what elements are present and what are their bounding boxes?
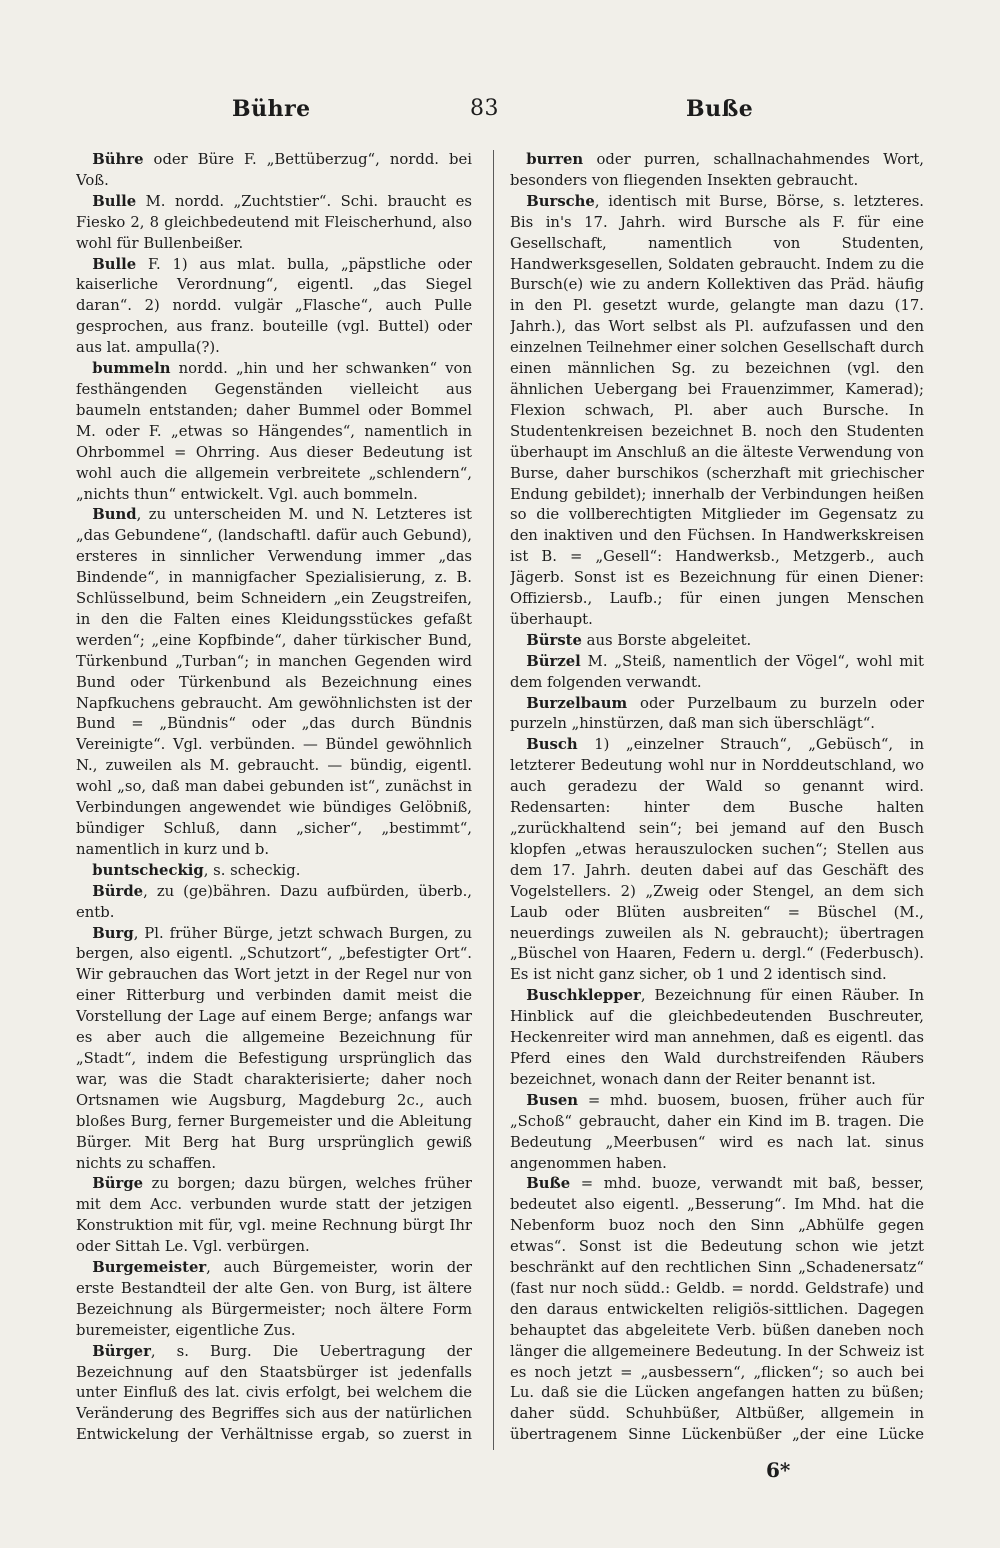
- right-column: [510, 150, 924, 1446]
- entry: [510, 150, 924, 192]
- entry: [510, 631, 924, 652]
- entry-term: Burg: [92, 924, 134, 942]
- entry: [76, 150, 472, 192]
- entry: [510, 735, 924, 986]
- entry-text: oder Purzelbaum zu burzeln oder purzeln „hinstürzen, daß man sich überschlägt“.: [510, 694, 924, 733]
- entry-term: buntscheckig: [92, 861, 204, 879]
- entry-term: Bund: [92, 506, 137, 524]
- entry-term: Bürge: [92, 1175, 144, 1193]
- entry-text: , Pl. früher Bürge, jetzt schwach Burgen, zu bergen, also eigentl. „Schutzort“, „befestigter Ort“. Wir gebrauchen das Wort jetzt in der Regel nur von einer Ritterburg und verbinden damit meist die Vorstellung der Lage auf einem Berge; anfangs war es aber auch die allgemeine Bezeichnung für „Stadt“, indem die Befestigung ursprünglich das war, was die Stadt charakterisierte; daher noch Ortsnamen wie Augsburg, Magdeburg 2c., auch bloßes Burg, ferner Burgemeister und die Ableitung Bürger. Mit Berg hat Burg ursprünglich gewiß nichts zu schaffen.: [76, 924, 472, 1172]
- entry-term: Busch: [526, 736, 578, 754]
- entry-term: Buße: [526, 1175, 571, 1193]
- entry-term: bummeln: [92, 360, 171, 378]
- entry-term: Bürger: [92, 1342, 151, 1360]
- entry: [76, 255, 472, 360]
- entry-text: oder purren, schallnachahmendes Wort, besonders von fliegenden Insekten gebraucht.: [510, 151, 924, 189]
- entry: [510, 986, 924, 1091]
- entry-text: , s. Burg. Die Uebertragung der Bezeichnung auf den Staatsbürger ist jedenfalls unter Einfluß des lat. civis erfolgt, bei welchem die Veränderung des Begriffes sich aus der natürlichen Entwickelung der Verhältnisse ergab, so zuerst in: [76, 1342, 472, 1444]
- entry-text: , auch Bürgemeister, worin der erste Bestandteil der alte Gen. von Burg, ist ältere Bezeichnung als Bürgermeister; noch ältere Form buremeister, eigentliche Zus.: [76, 1259, 472, 1339]
- entry-text: , zu unterscheiden M. und N. Letzteres ist „das Gebundene“, (landschaftl. dafür auch Gebund), ersteres in sinnlicher Verwendung immer „das Bindende“, in mannigfacher Spezialisierung, z. B. Schlüsselbund, beim Schneidern „ein Zeugstreifen, in den die Falten eines Kleidungsstückes gefaßt werden“; „eine Kopfbinde“, daher türkischer Bund, Türkenbund „Turban“; in manchen Gegenden wird Bund oder Türkenbund als Bezeichnung eines Napfkuchens gebraucht. Am gewöhnlichsten ist der Bund = „Bündnis“ oder „das durch Bündnis Vereinigte“. Vgl. verbünden. — Bündel gewöhnlich N., zuweilen als M. gebraucht. — bündig, eigentl. wohl „so, daß man dabei gebunden ist“, zunächst in Verbindungen angewendet wie bündiges Gelöbniß, bündiger Schluß, dann „sicher“, „bestimmt“, namentlich in kurz und b.: [76, 506, 472, 858]
- left-column: [76, 150, 472, 1446]
- entry: [76, 1258, 472, 1342]
- entry-text: aus Borste abgeleitet.: [586, 631, 752, 649]
- entry-term: Bulle: [92, 255, 137, 273]
- entry: [76, 861, 472, 882]
- entry-text: = mhd. buoze, verwandt mit baß, besser, bedeutet also eigentl. „Besserung“. Im Mhd. hat die Nebenform buoz noch den Sinn „Abhülfe gegen etwas“. Sonst ist die Bedeutung schon wie jetzt beschränkt auf den rechtlichen Sinn „Schadenersatz“ (fast nur noch südd.: Geldb. = nordd. Geldstrafe) und den daraus entwickelten religiös-sittlichen. Dagegen behauptet das abgeleitete Verb. büßen daneben noch länger die allgemeinere Bedeutung. In der Schweiz ist es noch jetzt = „ausbessern“, „flicken“; so auch bei Lu. daß sie die Lücken angefangen hatten zu büßen; daher südd. Schuhbüßer, Altbüßer, allgemein in übertragenem Sinne Lückenbüßer „der eine Lücke: [510, 1175, 924, 1444]
- entry-text: , identisch mit Burse, Börse, s. letzteres. Bis in's 17. Jahrh. wird Bursche als F. für eine Gesellschaft, namentlich von Studenten, Handwerksgesellen, Soldaten gebraucht. Indem zu die Bursch(e) wie zu andern Kollektiven das Präd. häufig in den Pl. gesetzt wurde, gelangte man dazu (17. Jahrh.), das Wort selbst als Pl. aufzufassen und den einzelnen Teilnehmer einer solchen Gesellschaft durch einen männlichen Sg. zu bezeichnen (vgl. den ähnlichen Uebergang bei Frauenzimmer, Kamerad); Flexion schwach, Pl. aber auch Bursche. In Studentenkreisen bezeichnet B. noch den Studenten überhaupt im Anschluß an die älteste Verwendung von Burse, daher burschikos (scherzhaft mit griechischer Endung gebildet); innerhalb der Verbindungen heißen so die vollberechtigten Mitglieder im Gegensatz zu den inaktiven und den Füchsen. In Handwerkskreisen ist B. = „Gesell“: Handwerksb., Metzgerb., auch Jägerb. Sonst ist es Bezeichnung für einen Diener: Offiziersb., Laufb.; für einen jungen Menschen überhaupt.: [510, 192, 924, 628]
- running-head-left: Bühre: [232, 96, 311, 122]
- column-divider: [493, 150, 494, 1450]
- entry-term: burren: [526, 151, 584, 168]
- entry-term: Bulle: [92, 192, 137, 210]
- entry-term: Bürde: [92, 882, 144, 900]
- running-head-right: Buße: [686, 96, 754, 122]
- entry-term: Burzelbaum: [526, 694, 628, 712]
- entry: [510, 1174, 924, 1446]
- entry: [76, 1342, 472, 1446]
- signature-mark: 6*: [766, 1458, 791, 1482]
- entry-text: 1) „einzelner Strauch“, „Gebüsch“, in letzterer Bedeutung wohl nur in Norddeutschland, wo auch geradezu der Wald so genannt wird. Redensarten: hinter dem Busche halten „zurückhaltend sein“; bei jemand auf den Busch klopfen „etwas herauszulocken suchen“; Stellen aus dem 17. Jahrh. deuten dabei auf das Geschäft des Vogelstellers. 2) „Zweig oder Stengel, an dem sich Laub oder Blüten ausbreiten“ = Büschel (M., neuerdings zuweilen als N. gebraucht); übertragen „Büschel von Haaren, Federn u. dergl.“ (Federbusch). Es ist nicht ganz sicher, ob 1 und 2 identisch sind.: [510, 736, 924, 984]
- entry: [76, 882, 472, 924]
- entry: [76, 359, 472, 505]
- entry: [510, 652, 924, 694]
- entry-term: Burgemeister: [92, 1259, 207, 1277]
- entry-term: Bürste: [526, 631, 582, 649]
- entry: [510, 694, 924, 736]
- entry: [76, 192, 472, 255]
- entry: [76, 505, 472, 860]
- entry: [510, 1091, 924, 1175]
- entry-text: zu borgen; dazu bürgen, welches früher mit dem Acc. verbunden wurde statt der jetzigen Konstruktion mit für, vgl. meine Rechnung bürgt Ihr oder Sittah Le. Vgl. verbürgen.: [76, 1175, 472, 1256]
- entry-text: , zu (ge)bähren. Dazu aufbürden, überb., entb.: [76, 882, 472, 921]
- entry: [76, 1174, 472, 1258]
- page-number: 83: [470, 96, 499, 121]
- entry-text: , Bezeichnung für einen Räuber. In Hinblick auf die gleichbedeutenden Buschreuter, Heckenreiter wird man annehmen, daß es eigentl. das Pferd eines den Wald durchstreifenden Räubers bezeichnet, wonach dann der Reiter benannt ist.: [510, 987, 924, 1088]
- entry-text: M. „Steiß, namentlich der Vögel“, wohl mit dem folgenden verwandt.: [510, 652, 924, 691]
- entry-text: , s. scheckig.: [203, 861, 301, 879]
- entry-text: F. 1) aus mlat. bulla, „päpstliche oder kaiserliche Verordnung“, eigentl. „das Siegel daran“. 2) nordd. vulgär „Flasche“, auch Pulle gesprochen, aus franz. bouteille (vgl. Buttel) oder aus lat. ampulla(?).: [76, 255, 472, 357]
- entry-text: nordd. „hin und her schwanken“ von festhängenden Gegenständen vielleicht aus baumeln entstanden; daher Bummel oder Bommel M. oder F. „etwas so Hängendes“, namentlich in Ohrbommel = Ohrring. Aus dieser Bedeutung ist wohl auch die allgemein verbreitete „schlendern“, „nichts thun“ entwickelt. Vgl. auch bommeln.: [76, 360, 472, 503]
- entry-term: Buschklepper: [526, 987, 641, 1005]
- entry-term: Bühre: [92, 151, 144, 168]
- entry-text: M. nordd. „Zuchtstier“. Schi. braucht es Fiesko 2, 8 gleichbedeutend mit Fleischerhund, also wohl für Bullenbeißer.: [76, 192, 472, 252]
- entry-term: Busen: [526, 1091, 579, 1109]
- entry: [76, 924, 472, 1175]
- entry-text: = mhd. buosem, buosen, früher auch für „Schoß“ gebraucht, daher ein Kind im B. tragen. Die Bedeutung „Meerbusen“ wird es nach lat. sinus angenommen haben.: [510, 1091, 924, 1172]
- entry-term: Bürzel: [526, 652, 581, 670]
- entry: [510, 192, 924, 631]
- entry-term: Bursche: [526, 192, 595, 210]
- entry-text: oder Büre F. „Bettüberzug“, nordd. bei Voß.: [76, 151, 472, 189]
